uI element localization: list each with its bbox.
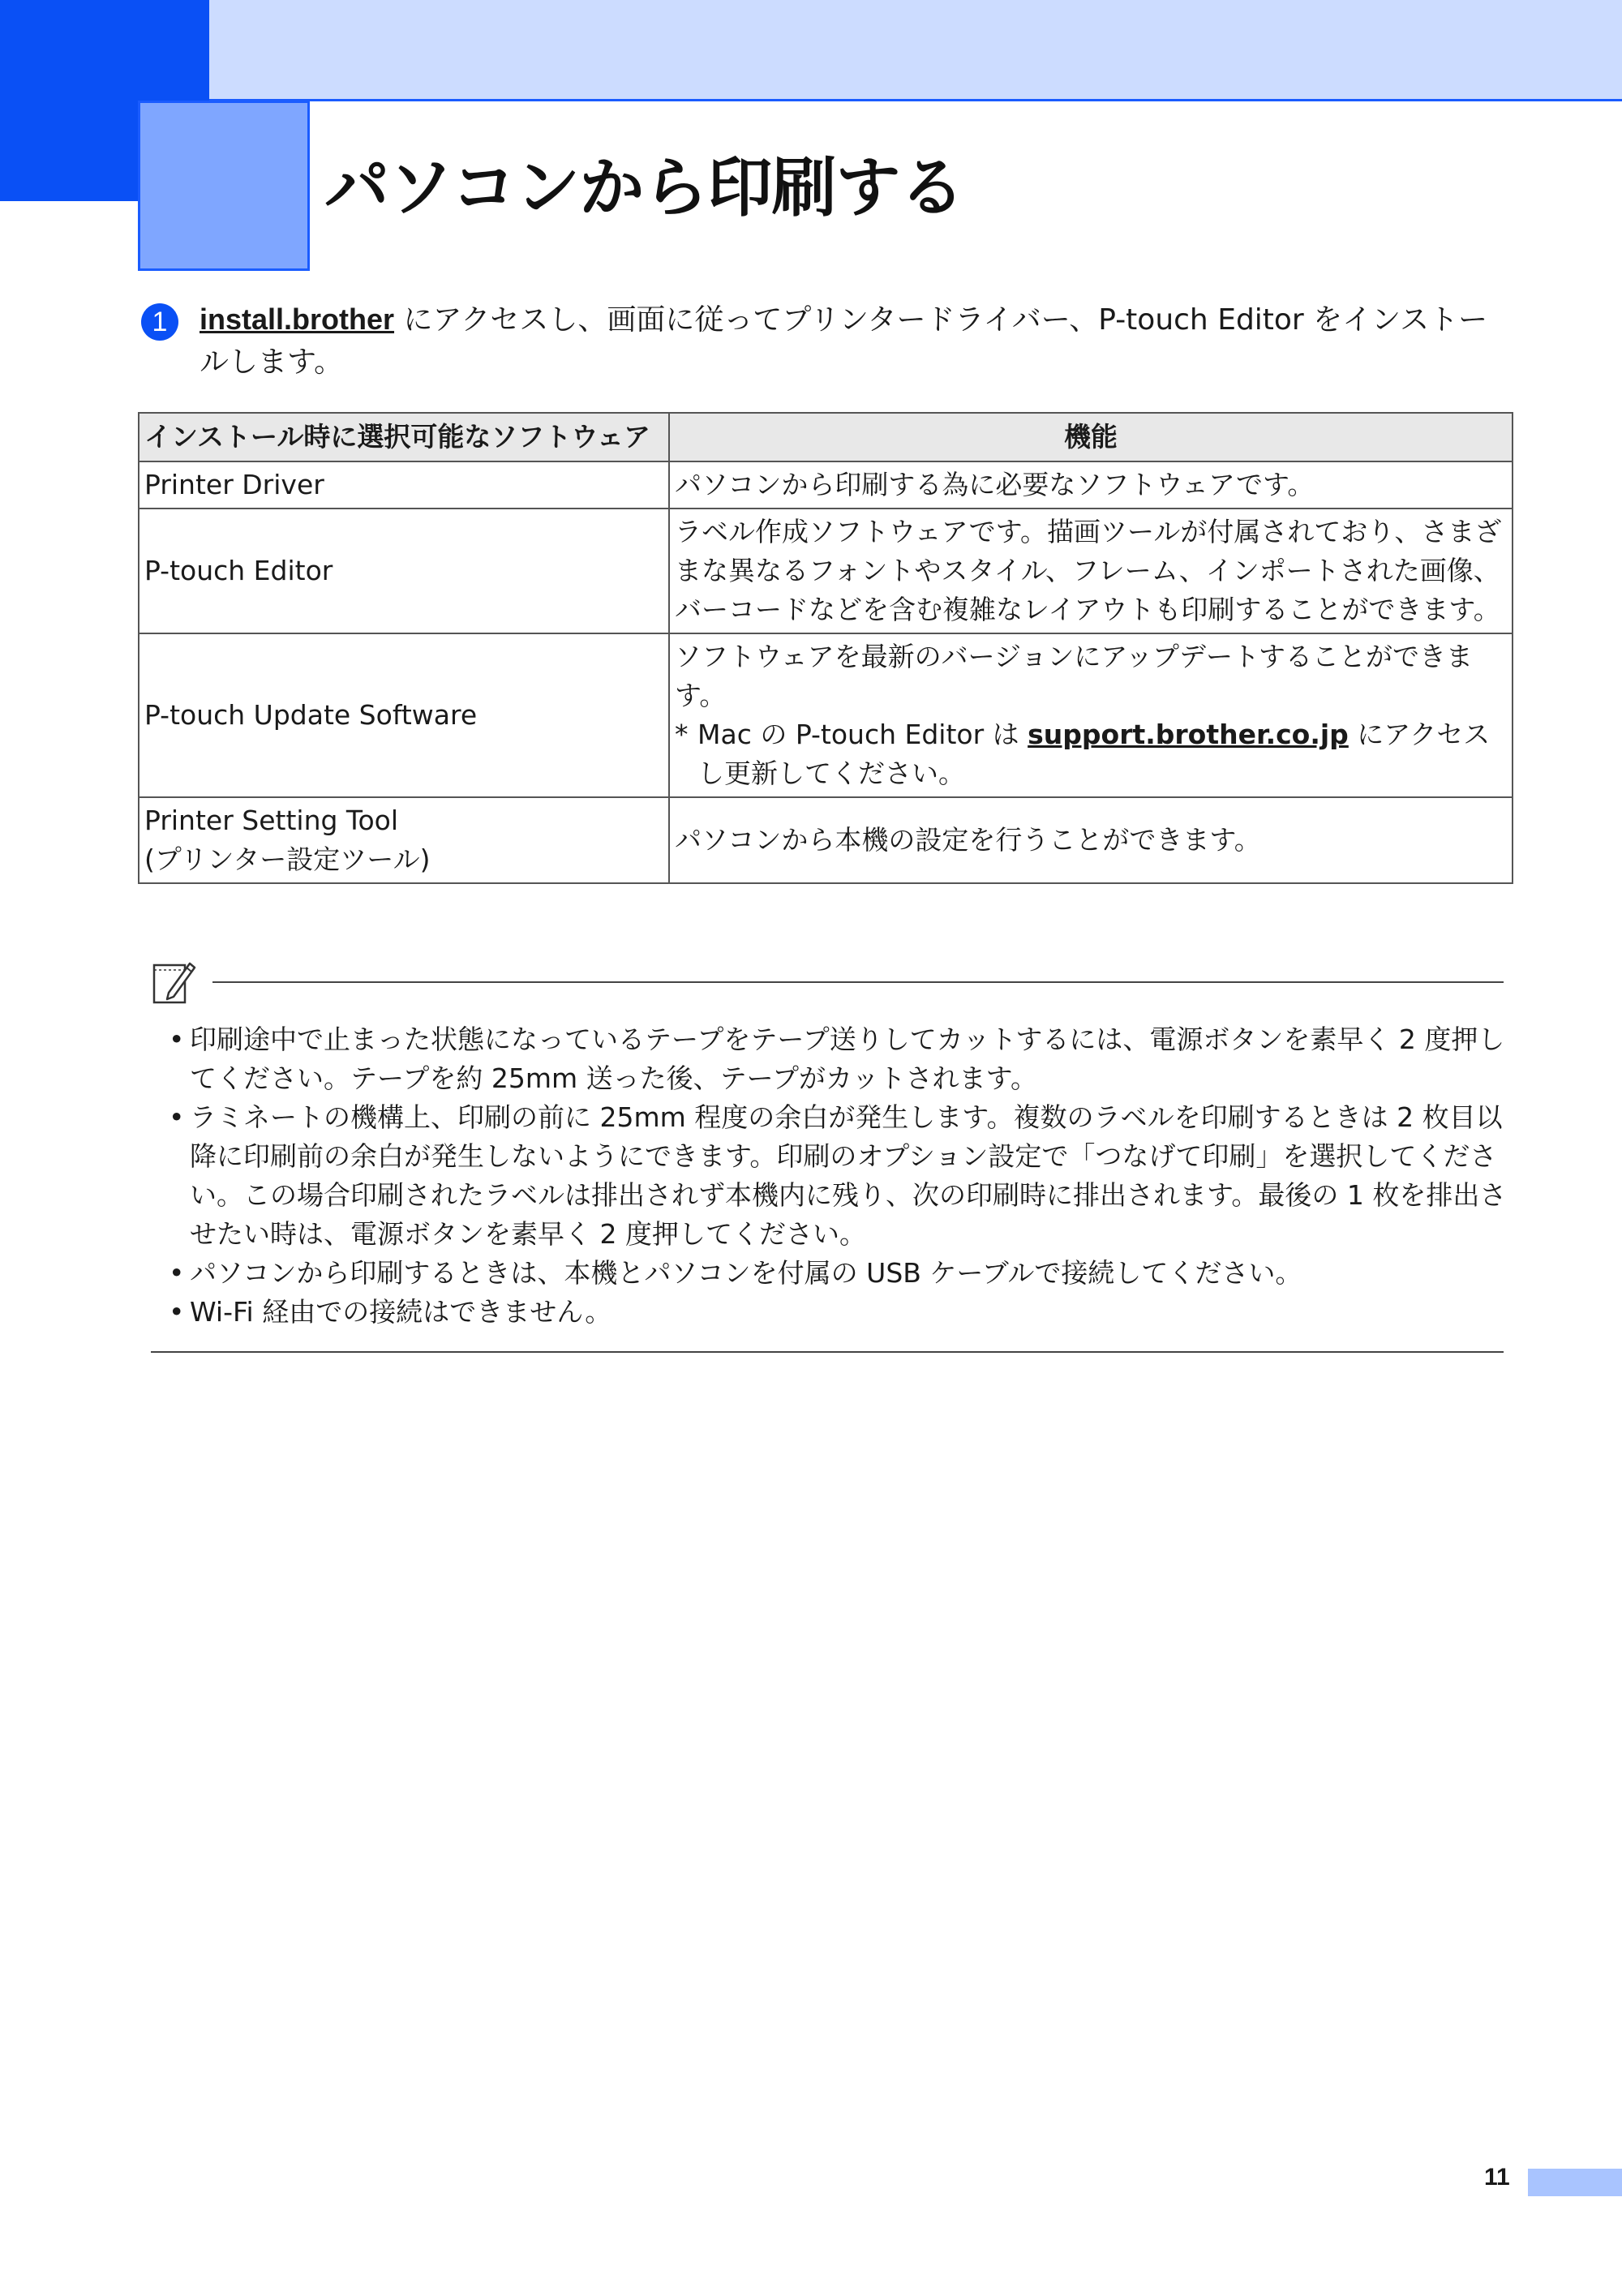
table-header-function: 機能 — [669, 413, 1513, 461]
note-pre: Mac の P-touch Editor は — [697, 719, 1028, 750]
software-name: P-touch Editor — [139, 509, 669, 633]
notes-list — [169, 1020, 1507, 1332]
memo-pencil-icon — [151, 957, 196, 1007]
memo-bottom-rule — [151, 1351, 1504, 1353]
step-instruction: にアクセスし、画面に従ってプリンタードライバー、P-touch Editor をインストールします。 — [200, 303, 1488, 379]
page-tab — [1528, 2169, 1622, 2196]
table-header-row — [139, 413, 1513, 461]
header-band — [0, 0, 1622, 101]
software-desc-cell — [669, 633, 1513, 797]
software-desc: ソフトウェアを最新のバージョンにアップデートすることができます。 — [675, 641, 1474, 711]
table-row — [139, 633, 1513, 797]
note-post: にアクセスし更新してください。 — [697, 719, 1491, 789]
software-name: Printer Driver — [139, 461, 669, 509]
software-table — [138, 412, 1513, 884]
install-link[interactable]: install.brother — [200, 303, 395, 336]
note-asterisk: * — [675, 719, 689, 750]
table-row — [139, 509, 1513, 633]
note-text — [697, 715, 1507, 793]
list-item: • ラミネートの機構上、印刷の前に 25mm 程度の余白が発生します。複数のラベルを印刷するときは 2 枚目以降に印刷前の余白が発生しないようにできます。印刷のオプション設定で「つなげて印刷」を選択してください。この場合印刷されたラベルは排出されず本機内に残り、次の印刷時に排出されます。最後の 1 枚を排出させたい時は、電源ボタンを素早く 2 度押してください。 — [169, 1098, 1507, 1254]
software-name-sub: (プリンター設定ツール) — [144, 843, 431, 875]
chapter-box — [138, 101, 310, 271]
support-link[interactable]: support.brother.co.jp — [1028, 719, 1349, 750]
software-desc: パソコンから本機の設定を行うことができます。 — [669, 797, 1513, 883]
header-rule — [209, 99, 1622, 101]
step-text — [200, 298, 1513, 384]
list-item: • パソコンから印刷するときは、本機とパソコンを付属の USB ケーブルで接続してください。 — [169, 1254, 1507, 1293]
table-row — [139, 461, 1513, 509]
list-item: • Wi-Fi 経由での接続はできません。 — [169, 1293, 1507, 1332]
software-name: P-touch Update Software — [139, 633, 669, 797]
software-name-cell — [139, 797, 669, 883]
list-item: • 印刷途中で止まった状態になっているテープをテープ送りしてカットするには、電源ボタンを素早く 2 度押してください。テープを約 25mm 送った後、テープがカットされます。 — [169, 1020, 1507, 1098]
step-number-badge: 1 — [141, 303, 178, 341]
page-number: 11 — [1484, 2164, 1510, 2191]
software-desc: ラベル作成ソフトウェアです。描画ツールが付属されており、さまざまな異なるフォントやスタイル、フレーム、インポートされた画像、バーコードなどを含む複雑なレイアウトも印刷することができます。 — [669, 509, 1513, 633]
mac-note — [675, 715, 1507, 793]
table-header-software: インストール時に選択可能なソフトウェア — [139, 413, 669, 461]
software-name: Printer Setting Tool — [144, 805, 399, 836]
memo-top-rule — [212, 981, 1504, 983]
page-title: パソコンから印刷する — [324, 150, 964, 225]
software-desc: パソコンから印刷する為に必要なソフトウェアです。 — [669, 461, 1513, 509]
table-row — [139, 797, 1513, 883]
